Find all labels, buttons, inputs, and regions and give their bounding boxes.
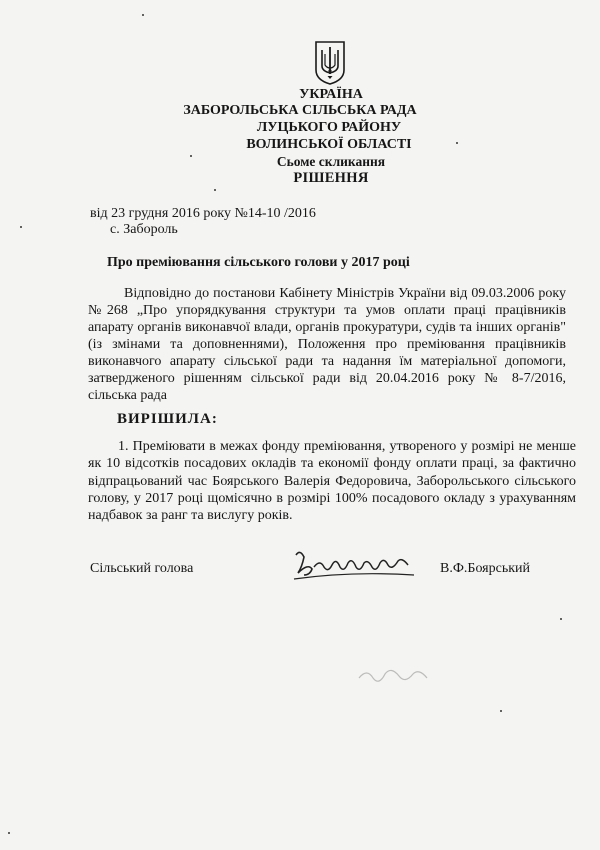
decision-line: 1. Преміювати в межах фонду преміювання, утвореного у розмірі не менше — [118, 439, 576, 454]
scan-speck — [560, 618, 562, 620]
decision-subject: Про преміювання сільського голови у 2017 році — [107, 255, 410, 270]
preamble-line: Відповідно до постанови Кабінету Міністрів України від 09.03.2006 року — [124, 286, 566, 301]
header-country: УКРАЇНА — [299, 87, 363, 102]
header-doc-type: РІШЕННЯ — [293, 170, 369, 186]
header-session: Сьоме скликання — [276, 154, 386, 169]
scan-speck — [20, 226, 22, 228]
scan-speck — [500, 710, 502, 712]
scan-speck — [8, 832, 10, 834]
scan-speck — [190, 155, 192, 157]
preamble-paragraph — [88, 285, 566, 404]
decision-line: як 10 відсотків посадових окладів та економії фонду оплати праці, за фактично — [88, 456, 576, 472]
header-council: ЗАБОРОЛЬСЬКА СІЛЬСЬКА РАДА — [183, 103, 417, 118]
resolved-heading: ВИРІШИЛА: — [117, 411, 218, 427]
decision-line: надбавок за ранг та вислугу років. — [88, 508, 293, 524]
coat-of-arms-trident-icon — [313, 40, 347, 86]
handwritten-signature — [290, 545, 420, 585]
faint-scribble-mark — [355, 660, 435, 690]
decision-line: голову, у 2017 році щомісячно в розмірі 100% посадового окладу з урахуванням — [88, 490, 576, 506]
header-district: ЛУЦЬКОГО РАЙОНУ — [256, 120, 402, 135]
preamble-line: сільська рада — [88, 388, 167, 403]
header-oblast: ВОЛИНСЬКОЇ ОБЛАСТІ — [246, 137, 412, 152]
preamble-line: №268 „Про упорядкування структури та умов оплати праці працівників — [88, 303, 566, 318]
preamble-line: виконавчого апарату сільської ради та надання їм матеріальної допомоги, — [88, 354, 566, 369]
preamble-line: (із змінами та доповненнями), Положення про преміювання працівників — [88, 337, 566, 352]
decision-paragraph — [88, 438, 576, 524]
preamble-line: апарату органів виконавчої влади, органів прокуратури, судів та інших органів" — [88, 320, 566, 335]
decision-place: с. Забороль — [110, 222, 178, 237]
signatory-title: Сільський голова — [90, 561, 194, 576]
decision-line: відпрацьований час Боярського Валерія Федоровича, Заборольського сільського — [88, 473, 576, 489]
scan-speck — [214, 189, 216, 191]
scan-speck — [456, 142, 458, 144]
decision-date-number: від 23 грудня 2016 року №14-10 /2016 — [90, 206, 316, 221]
signatory-name: В.Ф.Боярський — [440, 561, 530, 576]
preamble-line: затвердженого рішенням сільської ради від 20.04.2016 року № 8-7/2016, — [88, 371, 566, 386]
scan-speck — [142, 14, 144, 16]
